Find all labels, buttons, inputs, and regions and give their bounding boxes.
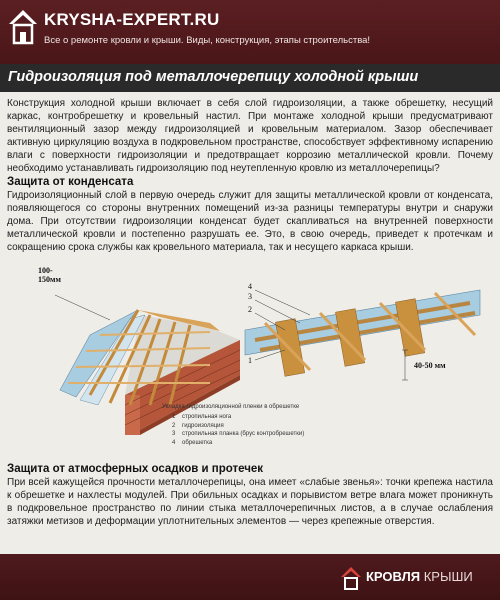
figure-legend	[172, 413, 304, 447]
site-header	[0, 0, 500, 64]
site-tagline: Все о ремонте кровли и крыши. Виды, конструкция, этапы строительства!	[44, 35, 371, 46]
site-name[interactable]: KRYSHA-EXPERT.RU	[44, 10, 220, 29]
house-logo-icon[interactable]	[340, 566, 362, 590]
section-heading-condensate: Защита от конденсата	[7, 176, 134, 188]
precipitation-paragraph: При всей кажущейся прочности металлочерепицы, она имеет «слабые звенья»: точки крепежа настила к обрешетке и нахлесты модулей. При обильных осадках и порывистом ветре влага может проникнуть в подкровельное пространство по линии стыка металлочерепичных листов, а в случае ослабления затяжки метизов и деформации уплотнительных элементов — через крепежные отверстия.	[7, 477, 493, 527]
article-body-2	[7, 462, 493, 528]
footer-brand-main: КРОВЛЯ	[366, 569, 421, 584]
title-bar	[0, 64, 500, 92]
diagram-number-2: 2	[248, 305, 252, 314]
house-logo-icon[interactable]	[8, 8, 38, 46]
legend-item: 3 стропильная планка (брус контробрешетки)	[172, 431, 305, 437]
section-heading-precipitation: Защита от атмосферных осадков и протечек	[7, 463, 264, 475]
overlap-label: 100-150мм	[38, 266, 61, 284]
page-title: Гидроизоляция под металлочерепицу холодной крыши	[8, 69, 419, 85]
site-footer	[0, 554, 500, 600]
condensate-paragraph: Гидроизоляционный слой в первую очередь служит для защиты металлической кровли от конденсата, появляющегося со стороны внутренних помещений из-за разницы температуры внутри и снаружи дома. При отсутствии гидроизоляции конденсат будет скапливаться на внутренней поверхности металлической кровли и постепенно разрушать ее. Это, в свою очередь, приведет к протечкам и сокращению срока службы как кровельного материала, так и несущего каркаса крыши.	[7, 190, 493, 253]
intro-paragraph: Конструкция холодной крыши включает в себя слой гидроизоляции, а также обрешетку, несущий каркас, контробрешетку и кровельный настил. При монтаже холодной крыши предусматривают вентиляционный зазор между гидроизоляцией и кровельным материалом. Зазор обеспечивает активную циркуляцию воздуха в подкровельном пространстве, способствует эффективному испарению влаги с поверхности гидроизоляции и предотвращает коррозию металлической кровли. Почему необходимо устанавливать гидроизоляцию под неутепленную кровлю из металлочерепицы?	[7, 98, 493, 174]
article-body	[7, 97, 493, 254]
diagram-number-1: 1	[248, 356, 252, 365]
figure-caption: Укладка гидроизоляционной пленки в обрешетке	[162, 404, 300, 410]
legend-item: 4 обрешетка	[172, 439, 213, 446]
legend-item: 1 стропильная нога	[172, 414, 232, 420]
footer-brand-light: КРЫШИ	[423, 569, 473, 584]
gap-label: 40-50 мм	[414, 361, 446, 370]
diagram-number-3: 3	[248, 292, 252, 301]
legend-item: 2 гидроизоляция	[172, 422, 224, 429]
footer-brand[interactable]	[366, 569, 473, 584]
diagram-number-4: 4	[248, 282, 252, 291]
